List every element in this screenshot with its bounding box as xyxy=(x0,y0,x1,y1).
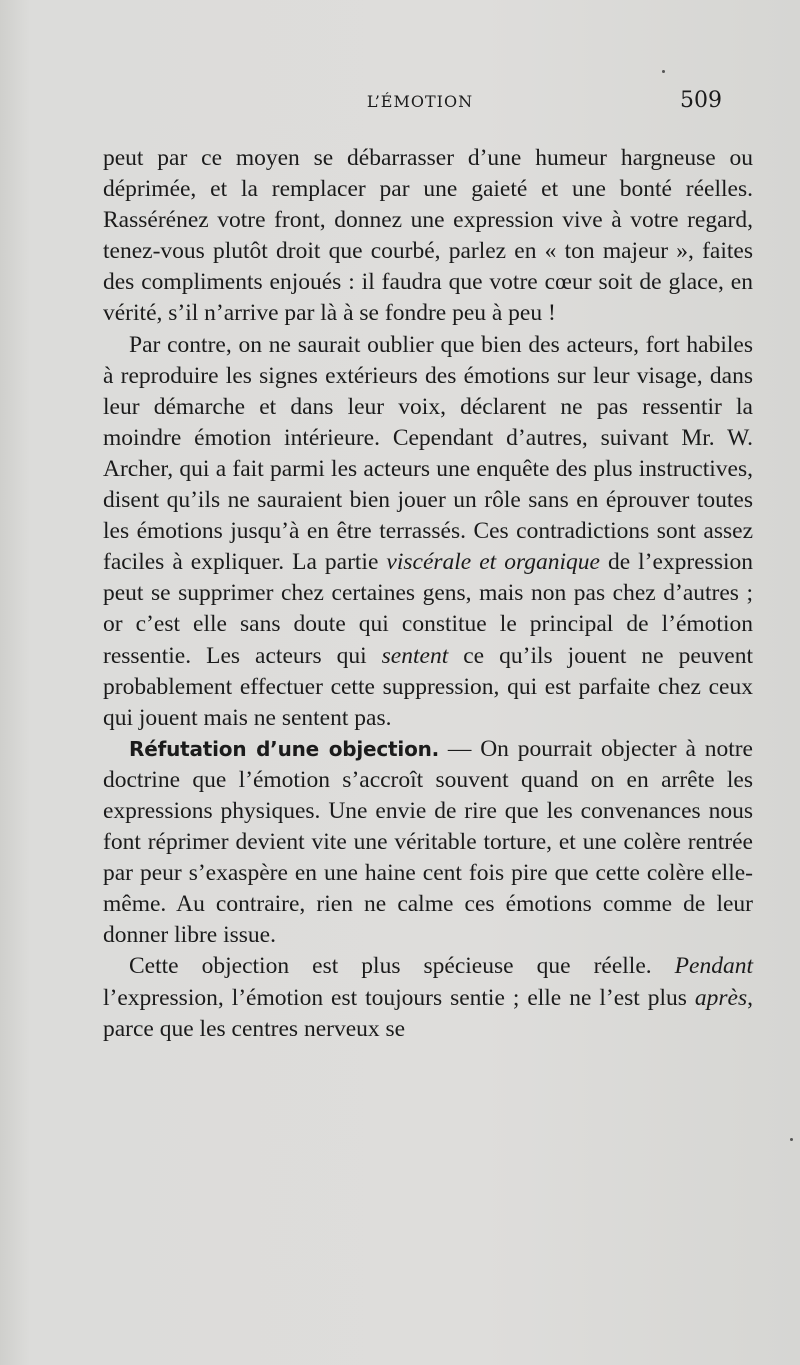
italic-text: viscérale et organique xyxy=(386,549,600,576)
text-run: — On pourrait objecter à notre doctrine que l’émotion s’accroît souvent quand on en arrête les expressions physiques. Une envie de rire que les convenances nous font réprimer devient vite une véritable torture, et une colère rentrée par peur s’exaspère en une haine cent fois pire que cette colère elle-même. Au contraire, rien ne calme ces émotions comme de leur donner libre issue. xyxy=(103,735,753,949)
text-run: peut par ce moyen se débarrasser d’une humeur hargneuse ou déprimée, et la remplacer par une gaieté et une bonté réelles. Rassérénez votre front, donnez une expression vive à votre regard, tenez-vous plutôt droit que courbé, parlez en « ton majeur », faites des compliments enjoués : il faudra que votre cœur soit de glace, en vérité, s’il n’arrive par là à se fondre peu à peu ! xyxy=(103,145,753,327)
print-speck xyxy=(662,70,665,73)
running-head xyxy=(100,88,740,122)
page-number: 509 xyxy=(680,88,722,113)
text-run: de l’expression peut se supprimer chez certaines gens, mais non pas chez d’autres ; or c’est elle sans doute qui constitue le principal de l’émotion ressentie. Les acteurs qui xyxy=(103,549,753,669)
text-run: ce qu’ils jouent ne peuvent probablement effectuer cette suppression, qui est parfaite chez ceux qui jouent mais ne sentent pas. xyxy=(103,642,754,731)
paragraph xyxy=(103,734,753,952)
paragraph xyxy=(103,143,753,330)
running-title: L’ÉMOTION xyxy=(366,92,474,111)
italic-text: Pendant xyxy=(674,953,753,980)
print-speck xyxy=(790,1138,793,1141)
section-heading: Réfutation d’une objection. xyxy=(129,736,440,761)
italic-text: sentent xyxy=(381,642,449,669)
paragraph xyxy=(103,951,753,1044)
paragraph xyxy=(103,330,753,734)
italic-text: après xyxy=(694,984,748,1011)
body-text xyxy=(103,143,753,1045)
text-run: Par contre, on ne saurait oublier que bien des acteurs, fort habiles à reproduire les signes extérieurs des émotions sur leur visage, dans leur démarche et dans leur voix, déclarent ne pas ressentir la moindre émotion intérieure. Cependant d’autres, suivant Mr. W. Archer, qui a fait parmi les acteurs une enquête des plus instructives, disent qu’ils ne sauraient bien jouer un rôle sans en éprouver toutes les émotions jusqu’à en être terrassés. Ces contradictions sont assez faciles à expliquer. La partie xyxy=(103,331,753,576)
text-run: Cette objection est plus spécieuse que réelle. xyxy=(129,953,675,980)
text-run: , parce que les centres nerveux se xyxy=(103,984,753,1042)
text-run: l’expression, l’émotion est toujours sentie ; elle ne l’est plus xyxy=(103,984,695,1011)
